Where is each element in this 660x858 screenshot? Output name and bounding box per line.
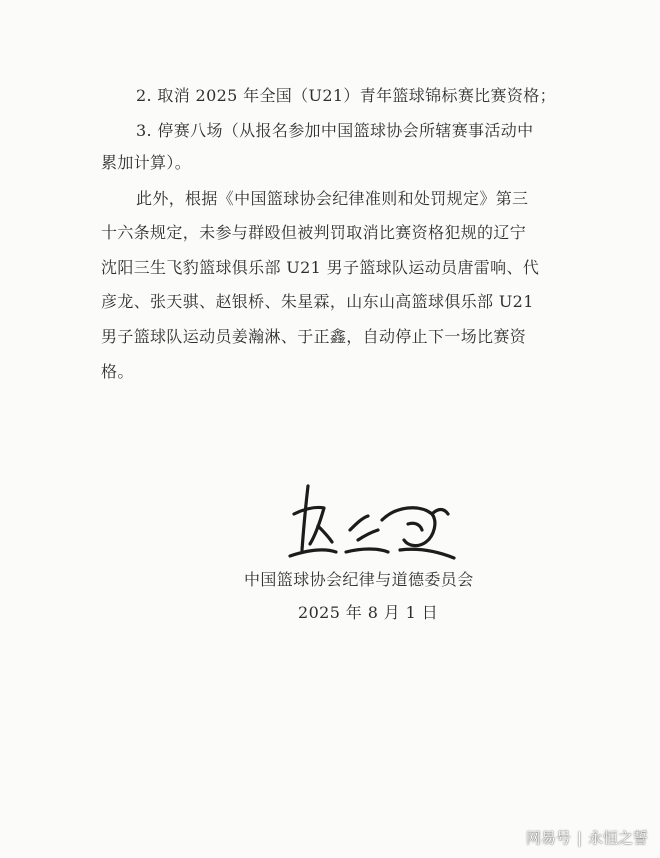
paragraph-line-3: 沈阳三生飞豹篮球俱乐部 U21 男子篮球队运动员唐雷响、代 [101, 258, 540, 277]
paragraph-line-5: 男子篮球队运动员姜瀚淋、于正鑫，自动停止下一场比赛资 [101, 327, 527, 346]
paragraph-line-4: 彦龙、张天骐、赵银桥、朱星霖，山东山高篮球俱乐部 U21 [101, 292, 534, 311]
item-3-line-1: 3. 停赛八场（从报名参加中国篮球协会所辖赛事活动中 [136, 121, 534, 140]
signature-date: 2025 年 8 月 1 日 [298, 603, 439, 622]
handwritten-signature [278, 478, 468, 568]
watermark [526, 827, 648, 848]
watermark-platform: 网易号 [525, 829, 571, 847]
watermark-author: 永恒之誓 [587, 829, 648, 847]
signature-organization: 中国篮球协会纪律与道德委员会 [244, 570, 474, 589]
item-2-text: 2. 取消 2025 年全国（U21）青年篮球锦标赛比赛资格； [136, 86, 556, 105]
watermark-separator: | [576, 829, 582, 847]
paragraph-line-6: 格。 [101, 362, 134, 381]
paragraph-line-1: 此外，根据《中国篮球协会纪律准则和处罚规定》第三 [136, 189, 529, 208]
item-3-line-2: 累加计算）。 [101, 153, 192, 172]
paragraph-line-2: 十六条规定，未参与群殴但被判罚取消比赛资格犯规的辽宁 [101, 223, 527, 242]
